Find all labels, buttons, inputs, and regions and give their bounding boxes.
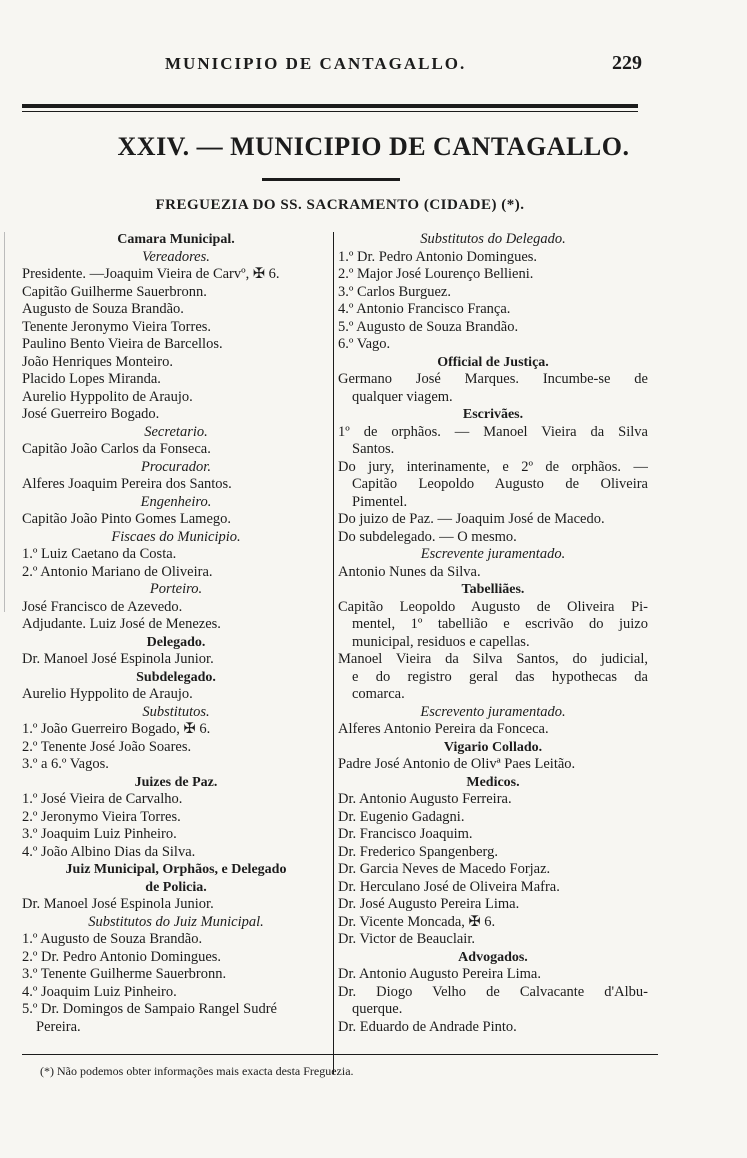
entry-line: 1.º João Guerreiro Bogado, ✠ 6.	[22, 721, 211, 737]
entry-line: Dr. Antonio Augusto Pereira Lima.	[338, 966, 541, 982]
entry-line: Alferes Joaquim Pereira dos Santos.	[22, 476, 232, 492]
entry-line: Dr. José Augusto Pereira Lima.	[338, 896, 520, 912]
entry-line: 3.º Joaquim Luiz Pinheiro.	[22, 826, 177, 842]
entry-line: Adjudante. Luiz José de Menezes.	[22, 616, 221, 632]
entry-line: Dr. Francisco Joaquim.	[338, 826, 473, 842]
entry-line: 3.º Tenente Guilherme Sauerbronn.	[22, 966, 227, 982]
entry-line: Dr. Eugenio Gadagni.	[338, 808, 465, 825]
section-heading: Subdelegado.	[136, 669, 216, 685]
entry-line: 2.º Antonio Mariano de Oliveira.	[22, 563, 213, 580]
entry-line: Capitão João Carlos da Fonseca.	[22, 441, 211, 457]
entry-line: 4.º João Albino Dias da Silva.	[22, 843, 196, 860]
entry-line: 2.º Major José Lourenço Bellieni.	[338, 266, 534, 282]
entry-line: Placido Lopes Miranda.	[22, 371, 161, 387]
entry-line: Alferes Antonio Pereira da Fonceca.	[338, 721, 549, 737]
subsection-heading: Substitutos do Juiz Municipal.	[88, 913, 264, 930]
running-title: MUNICIPIO DE CANTAGALLO.	[165, 54, 467, 73]
entry-line: Tenente Jeronymo Vieira Torres.	[22, 318, 212, 335]
entry-line: 5.º Dr. Domingos de Sampaio Rangel Sudré	[22, 1001, 277, 1017]
entry-line: Augusto de Souza Brandão.	[22, 301, 184, 317]
subsection-heading: Fiscaes do Municipio.	[111, 528, 241, 545]
entry-line: 1.º Augusto de Souza Brandão.	[22, 931, 203, 947]
right-column	[338, 231, 648, 1036]
entry-line: Pimentel.	[352, 493, 408, 510]
header-rule-thin	[22, 111, 638, 112]
entry-line: 2.º Dr. Pedro Antonio Domingues.	[22, 948, 222, 965]
subsection-heading: Substitutos do Delegado.	[420, 231, 566, 247]
entry-line: 3.º a 6.º Vagos.	[22, 756, 109, 772]
subsection-heading: Vereadores.	[142, 248, 210, 265]
entry-line: Dr. Manoel José Espinola Junior.	[22, 651, 214, 667]
section-heading: Vigario Collado.	[443, 739, 543, 755]
entry-line: Dr. Garcia Neves de Macedo Forjaz.	[338, 861, 551, 877]
freguesia-title: FREGUEZIA DO SS. SACRAMENTO (CIDADE) (*).	[155, 197, 525, 213]
entry-line: comarca.	[352, 686, 405, 702]
subsection-heading: Procurador.	[141, 458, 211, 475]
entry-line: querque.	[352, 1001, 403, 1017]
entry-line: Pereira.	[36, 1018, 81, 1035]
entry-line: 6.º Vago.	[338, 336, 391, 352]
title-rule	[262, 178, 400, 181]
entry-line: Dr. Diogo Velho de Calvacante d'Albu-	[338, 983, 648, 1000]
subsection-heading: Porteiro.	[149, 581, 203, 597]
entry-line: 5.º Augusto de Souza Brandão.	[338, 318, 519, 335]
header-rule-thick	[22, 104, 638, 108]
subsection-heading: Escrevente juramentado.	[420, 546, 566, 562]
entry-line: e do registro geral das hypothecas da	[352, 668, 648, 685]
section-heading: Official de Justiça.	[437, 354, 549, 370]
entry-line: mentel, 1º tabellião e escrivão do juizo	[352, 616, 648, 632]
entry-line: Germano José Marques. Incumbe-se de	[338, 371, 648, 387]
entry-line: 1.º José Vieira de Carvalho.	[22, 791, 183, 807]
entry-line: José Guerreiro Bogado.	[22, 406, 160, 422]
chapter-title: XXIV. — MUNICIPIO DE CANTAGALLO.	[117, 132, 630, 161]
entry-line: 2.º Tenente José João Soares.	[22, 738, 192, 755]
section-heading: Tabelliães.	[461, 582, 525, 597]
running-header	[0, 52, 747, 80]
entry-line: qualquer viagem.	[352, 388, 453, 405]
entry-line: 4.º Antonio Francisco França.	[338, 301, 511, 317]
entry-line: 1º de orphãos. — Manoel Vieira da Silva	[338, 423, 648, 440]
entry-line: Presidente. —Joaquim Vieira de Carvº, ✠ 6.	[22, 266, 280, 282]
footnote: (*) Não podemos obter informações mais exacta desta Freguezia.	[40, 1064, 354, 1078]
page-number: 229	[612, 52, 642, 74]
section-heading: Camara Municipal.	[117, 232, 235, 247]
entry-line: Capitão Guilherme Sauerbronn.	[22, 283, 207, 300]
footnote-rule	[22, 1054, 658, 1055]
entry-line: José Francisco de Azevedo.	[22, 598, 183, 615]
entry-line: Santos.	[352, 441, 395, 457]
entry-line: Dr. Manoel José Espinola Junior.	[22, 896, 214, 912]
entry-line: 3.º Carlos Burguez.	[338, 283, 451, 300]
column-divider	[333, 232, 334, 1074]
entry-line: Manoel Vieira da Silva Santos, do judicial,	[338, 651, 648, 667]
section-heading: de Policia.	[145, 879, 207, 895]
entry-line: Aurelio Hyppolito de Araujo.	[22, 388, 193, 405]
entry-line: Do jury, interinamente, e 2º de orphãos. —	[338, 458, 648, 475]
entry-line: Do subdelegado. — O mesmo.	[338, 528, 517, 545]
subsection-heading: Substitutos.	[142, 703, 210, 720]
entry-line: Dr. Frederico Spangenberg.	[338, 843, 498, 860]
section-heading: Escrivães.	[462, 407, 524, 422]
entry-line: Do juizo de Paz. — Joaquim José de Macedo.	[338, 511, 605, 527]
section-heading: Medicos.	[466, 774, 520, 790]
entry-line: Dr. Eduardo de Andrade Pinto.	[338, 1018, 517, 1035]
entry-line: municipal, residuos e capellas.	[352, 633, 530, 650]
subsection-heading: Engenheiro.	[140, 493, 212, 510]
subsection-heading: Secretario.	[144, 423, 208, 440]
entry-line: 2.º Jeronymo Vieira Torres.	[22, 808, 181, 825]
entry-line: Dr. Victor de Beauclair.	[338, 931, 475, 947]
entry-line: Padre José Antonio de Olivª Paes Leitão.	[338, 756, 576, 772]
entry-line: Dr. Herculano José de Oliveira Mafra.	[338, 878, 560, 895]
section-heading: Delegado.	[146, 634, 206, 650]
entry-line: 1.º Luiz Caetano da Costa.	[22, 546, 177, 562]
section-heading: Juizes de Paz.	[134, 774, 218, 790]
entry-line: 4.º Joaquim Luiz Pinheiro.	[22, 983, 177, 1000]
section-heading: Advogados.	[458, 949, 528, 965]
entry-line: Capitão Leopoldo Augusto de Oliveira	[352, 476, 648, 492]
entry-line: Paulino Bento Vieira de Barcellos.	[22, 336, 223, 352]
left-column	[22, 231, 330, 1036]
entry-line: 1.º Dr. Pedro Antonio Domingues.	[338, 248, 538, 265]
entry-line: Dr. Antonio Augusto Ferreira.	[338, 791, 512, 807]
margin-mark	[4, 232, 5, 612]
entry-line: Antonio Nunes da Silva.	[338, 563, 481, 580]
entry-line: João Henriques Monteiro.	[22, 353, 174, 370]
entry-line: Aurelio Hyppolito de Araujo.	[22, 686, 193, 702]
entry-line: Dr. Vicente Moncada, ✠ 6.	[338, 913, 496, 930]
entry-line: Capitão João Pinto Gomes Lamego.	[22, 511, 232, 527]
entry-line: Capitão Leopoldo Augusto de Oliveira Pi-	[338, 598, 648, 615]
subsection-heading: Escrevento juramentado.	[420, 703, 566, 720]
section-heading: Juiz Municipal, Orphãos, e Delegado	[65, 862, 287, 877]
